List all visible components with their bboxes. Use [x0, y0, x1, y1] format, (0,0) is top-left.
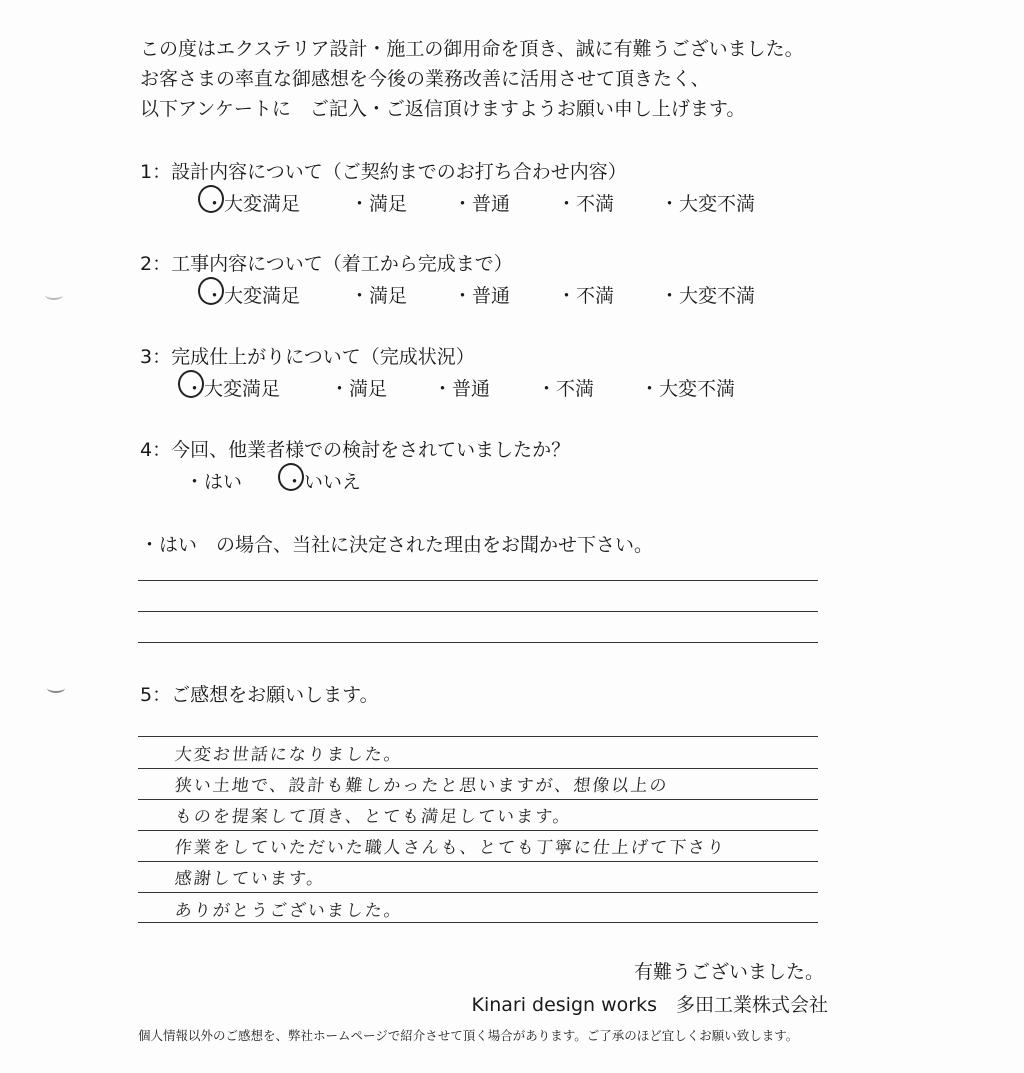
comment-line: [138, 892, 818, 893]
handwritten-comment-line: 作業をしていただいた職人さんも、とても丁寧に仕上げて下さり: [173, 838, 727, 858]
option-very-dissatisfied[interactable]: ・大変不満: [660, 285, 756, 307]
answer-line: [138, 642, 818, 643]
intro-text: [140, 34, 804, 124]
question-2-label: 2：工事内容について（着工から完成まで）: [140, 253, 513, 275]
comment-line: [138, 830, 818, 831]
option-yes[interactable]: ・はい: [185, 471, 243, 493]
option-very-satisfied[interactable]: ・大変満足: [205, 189, 300, 216]
answer-line: [138, 611, 818, 612]
handwritten-comment-line: 狭い土地で、設計も難しかったと思いますが、想像以上の: [173, 776, 670, 796]
option-very-satisfied[interactable]: ・大変満足: [205, 281, 300, 308]
option-dissatisfied[interactable]: ・不満: [537, 378, 595, 400]
comment-line: [138, 768, 818, 769]
comment-line: [138, 736, 818, 737]
comment-line: [138, 799, 818, 800]
company-name: Kinari design works 多田工業株式会社: [471, 994, 828, 1016]
option-satisfied[interactable]: ・満足: [330, 378, 388, 400]
question-5-label: 5：ご感想をお願いします。: [140, 684, 379, 706]
intro-line: 以下アンケートに ご記入・ご返信頂けますようお願い申し上げます。: [140, 98, 746, 120]
closing-thanks: 有難うございました。: [633, 961, 824, 983]
question-1-label: 1：設計内容について（ご契約までのお打ち合わせ内容）: [140, 161, 627, 183]
handwritten-comment-line: ありがとうございました。: [173, 901, 404, 921]
hole-punch-mark: [45, 290, 63, 300]
hole-punch-mark: [47, 683, 65, 693]
option-neutral[interactable]: ・普通: [453, 193, 511, 215]
question-4-label: 4：今回、他業者様での検討をされていましたか？: [140, 439, 571, 461]
option-very-dissatisfied[interactable]: ・大変不満: [660, 193, 756, 215]
handwritten-comment-line: 感謝しています。: [173, 869, 327, 889]
reason-prompt: ・はい の場合、当社に決定された理由をお聞かせ下さい。: [140, 534, 654, 556]
option-dissatisfied[interactable]: ・不満: [557, 193, 615, 215]
question-3-label: 3：完成仕上がりについて（完成状況）: [140, 346, 475, 368]
option-very-dissatisfied[interactable]: ・大変不満: [640, 378, 736, 400]
handwritten-comment-line: ものを提案して頂き、とても満足しています。: [173, 807, 573, 827]
intro-line: この度はエクステリア設計・施工の御用命を頂き、誠に有難うございました。: [140, 38, 804, 60]
option-satisfied[interactable]: ・満足: [350, 285, 408, 307]
option-neutral[interactable]: ・普通: [453, 285, 511, 307]
comment-line: [138, 861, 818, 862]
option-satisfied[interactable]: ・満足: [350, 193, 408, 215]
option-very-satisfied[interactable]: ・大変満足: [185, 374, 280, 401]
selected-circle-mark: [198, 185, 224, 213]
option-no[interactable]: ・いいえ: [285, 467, 361, 494]
handwritten-comment-line: 大変お世話になりました。: [173, 745, 404, 765]
selected-circle-mark: [278, 463, 304, 491]
selected-circle-mark: [178, 370, 204, 398]
comment-line: [138, 922, 818, 923]
option-dissatisfied[interactable]: ・不満: [557, 285, 615, 307]
option-neutral[interactable]: ・普通: [433, 378, 491, 400]
answer-line: [138, 580, 818, 581]
selected-circle-mark: [198, 277, 224, 305]
privacy-footnote: 個人情報以外のご感想を、弊社ホームページで紹介させて頂く場合があります。ご了承のほど宜しくお願い致します。: [138, 1028, 799, 1043]
intro-line: お客さまの率直な御感想を今後の業務改善に活用させて頂きたく、: [140, 68, 710, 90]
